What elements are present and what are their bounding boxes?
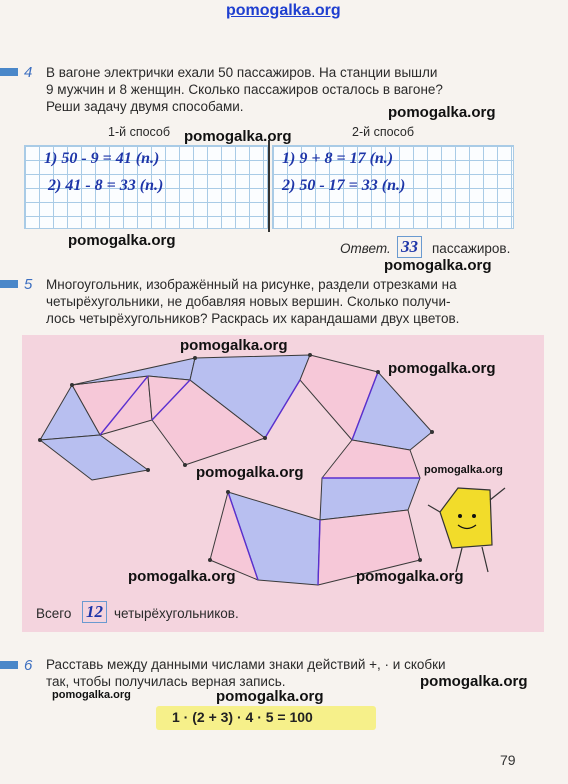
method2-step2: 2) 50 - 17 = 33 (п.) <box>282 177 406 194</box>
method1-step2: 2) 41 - 8 = 33 (п.) <box>48 177 164 194</box>
watermark: pomogalka.org <box>68 232 176 249</box>
task5-line1: Многоугольник, изображённый на рисунке, раздели отрезками на <box>46 277 457 292</box>
task5-number: 5 <box>24 276 33 293</box>
watermark: pomogalka.org <box>196 464 304 481</box>
watermark-top: pomogalka.org <box>226 2 341 19</box>
task6-marker <box>0 661 18 669</box>
watermark: pomogalka.org <box>384 257 492 274</box>
total-unit: четырёхугольников. <box>114 606 239 621</box>
method1-label: 1-й способ <box>108 125 171 139</box>
task6-line2: так, чтобы получилась верная запись. <box>46 674 286 689</box>
answer-label: Ответ. <box>340 241 391 256</box>
task5-line3: лось четырёхугольников? Раскрась их карандашами двух цветов. <box>46 311 460 326</box>
quad-3 <box>40 435 148 480</box>
watermark: pomogalka.org <box>128 568 236 585</box>
total-box <box>82 601 107 623</box>
expression: 1 · (2 + 3) · 4 · 5 = 100 <box>172 709 313 725</box>
task6-number: 6 <box>24 657 33 674</box>
watermark: pomogalka.org <box>424 464 503 476</box>
watermark: pomogalka.org <box>420 673 528 690</box>
task5-line2: четырёхугольники, не добавляя новых вершин. Сколько получи- <box>46 294 451 309</box>
answer-unit: пассажиров. <box>432 241 511 256</box>
watermark: pomogalka.org <box>52 689 131 701</box>
answer-value: 33 <box>397 236 422 258</box>
watermark: pomogalka.org <box>388 360 496 377</box>
watermark: pomogalka.org <box>184 128 292 145</box>
watermark: pomogalka.org <box>216 688 324 705</box>
watermark: pomogalka.org <box>180 337 288 354</box>
task4-line1: В вагоне электрички ехали 50 пассажиров. На станции вышли <box>46 65 438 80</box>
method2-step1: 1) 9 + 8 = 17 (п.) <box>282 150 394 167</box>
total-value: 12 <box>82 601 107 623</box>
task4-line3: Реши задачу двумя способами. <box>46 99 244 114</box>
task4-number: 4 <box>24 64 33 81</box>
page-number: 79 <box>500 752 516 768</box>
method2-label: 2-й способ <box>352 125 415 139</box>
method1-step1: 1) 50 - 9 = 41 (п.) <box>44 150 160 167</box>
task4-line2: 9 мужчин и 8 женщин. Сколько пассажиров осталось в вагоне? <box>46 82 443 97</box>
mascot-figure <box>428 488 505 572</box>
watermark: pomogalka.org <box>388 104 496 121</box>
task6-line1: Расставь между данными числами знаки действий +, · и скобки <box>46 657 446 672</box>
total-label: Всего <box>36 606 72 621</box>
watermark: pomogalka.org <box>356 568 464 585</box>
